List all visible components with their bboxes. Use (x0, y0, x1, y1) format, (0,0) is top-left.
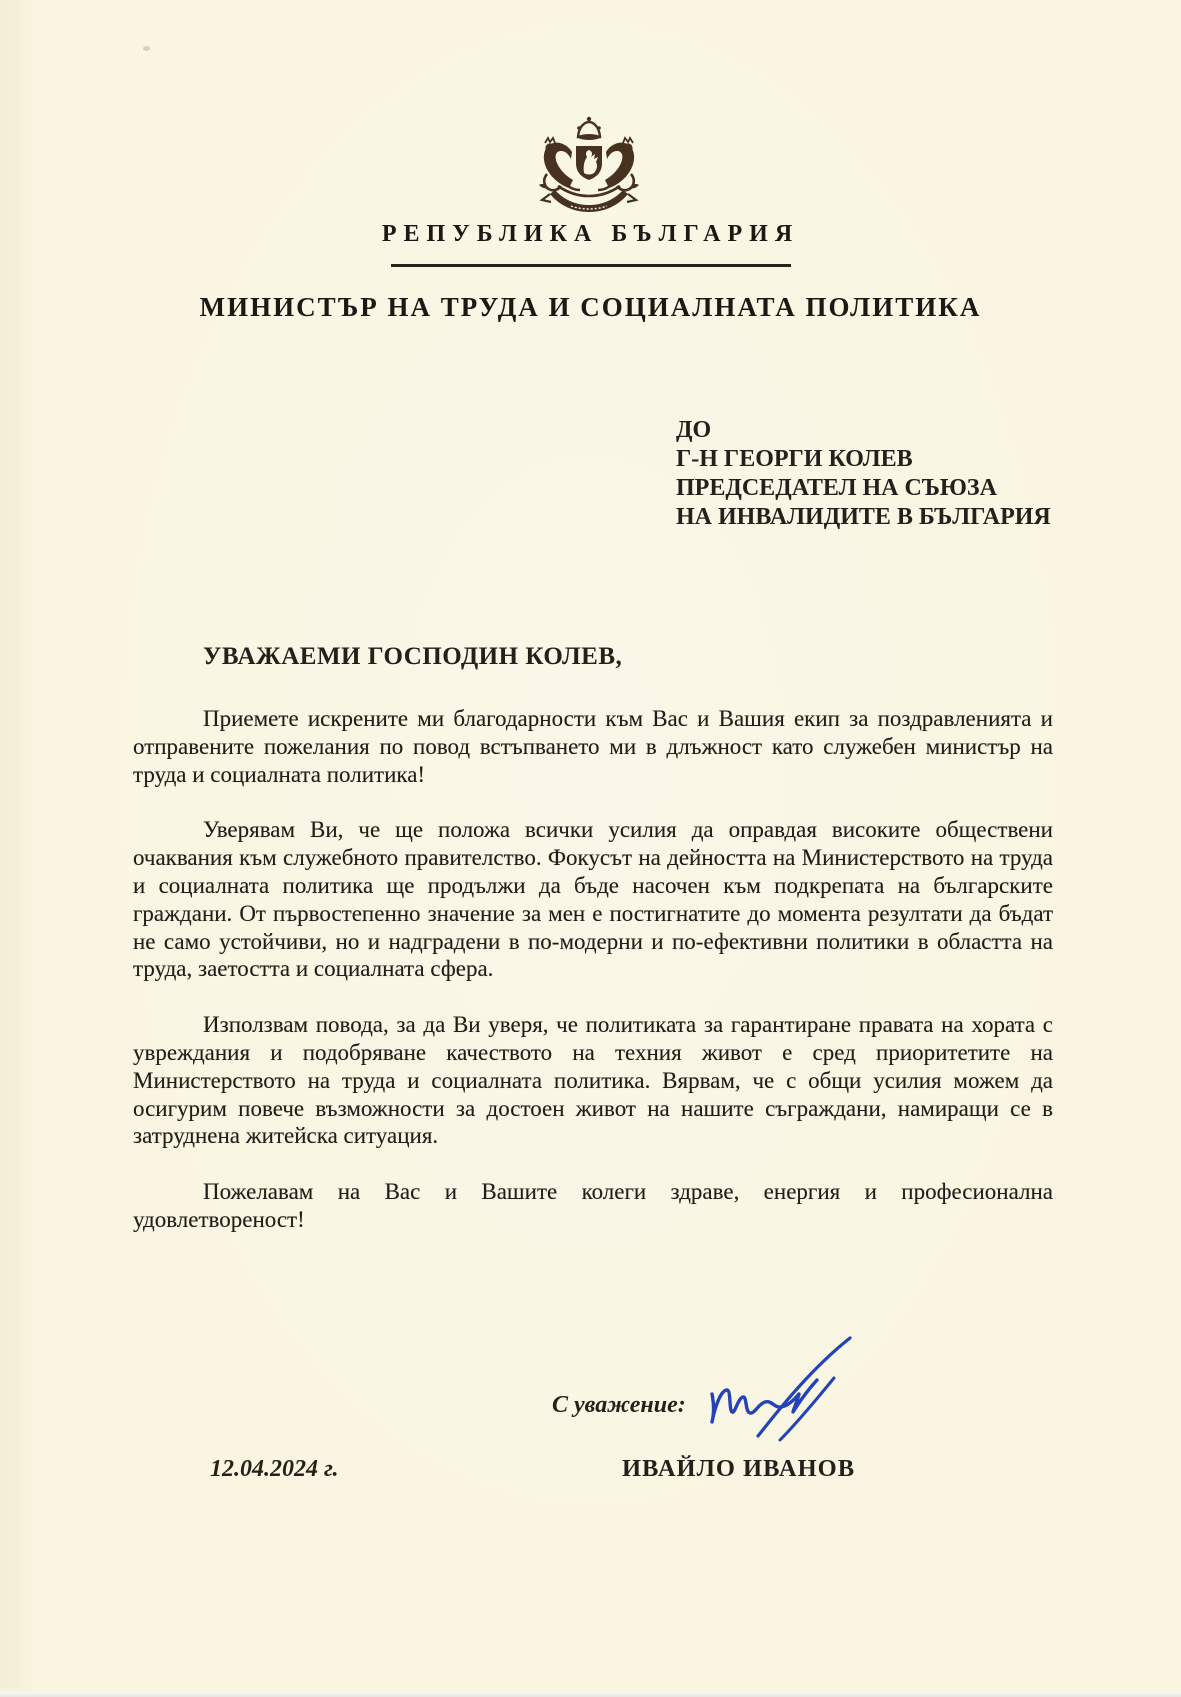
letter-body (133, 705, 1053, 1262)
bulgarian-coat-of-arms-icon (524, 116, 654, 220)
country-title: РЕПУБЛИКА БЪЛГАРИЯ (381, 221, 800, 247)
paragraph-3: Използвам повода, за да Ви уверя, че политиката за гарантиране правата на хората с увреждания и подобряване качеството на техния живот е сред приоритетите на Министерството на труда и социалната политика. Вярвам, че с общи усилия можем да осигурим повече възможности за достоен живот на нашите съграждани, намиращи се в затруднена житейска ситуация. (133, 1012, 1053, 1149)
paragraph-1: Приемете искрените ми благодарности към Вас и Вашия екип за поздравленията и отправените пожелания по повод встъпването ми в длъжност като служебен министър на труда и социалната политика! (133, 706, 1053, 787)
paragraph-2: Уверявам Ви, че ще положа всички усилия да оправдая високите обществени очаквания към служебното правителство. Фокусът на дейността на Министерството на труда и социалната политика ще продължи да бъде насочен към подкрепата на българските граждани. От първостепенно значение за мен е постигнатите до момента резултати да бъдат не само устойчиви, но и надградени в по-модерни и по-ефективни политики в областта на труда, заетостта и социалната сфера. (133, 817, 1053, 982)
title-rule (391, 264, 791, 267)
recipient-line-title1: ПРЕДСЕДАТЕЛ НА СЪЮЗА (676, 475, 997, 501)
recipient-block (676, 416, 1051, 532)
scan-speck (143, 46, 150, 51)
recipient-line-name: Г-Н ГЕОРГИ КОЛЕВ (676, 446, 913, 472)
scan-bottom-edge (0, 1687, 1181, 1697)
recipient-line-to: ДО (676, 417, 712, 443)
paragraph-4: Пожелавам на Вас и Вашите колеги здраве, енергия и професионална удовлетвореност! (133, 1179, 1053, 1232)
handwritten-signature-icon (700, 1330, 870, 1448)
salutation: УВАЖАЕМИ ГОСПОДИН КОЛЕВ, (203, 643, 623, 670)
ministry-title: МИНИСТЪР НА ТРУДА И СОЦИАЛНАТА ПОЛИТИКА (199, 292, 982, 322)
letter-date: 12.04.2024 г. (210, 1456, 339, 1482)
signatory-name: ИВАЙЛО ИВАНОВ (622, 1455, 856, 1482)
closing-phrase: С уважение: (552, 1392, 686, 1418)
recipient-line-title2: НА ИНВАЛИДИТЕ В БЪЛГАРИЯ (676, 504, 1051, 530)
